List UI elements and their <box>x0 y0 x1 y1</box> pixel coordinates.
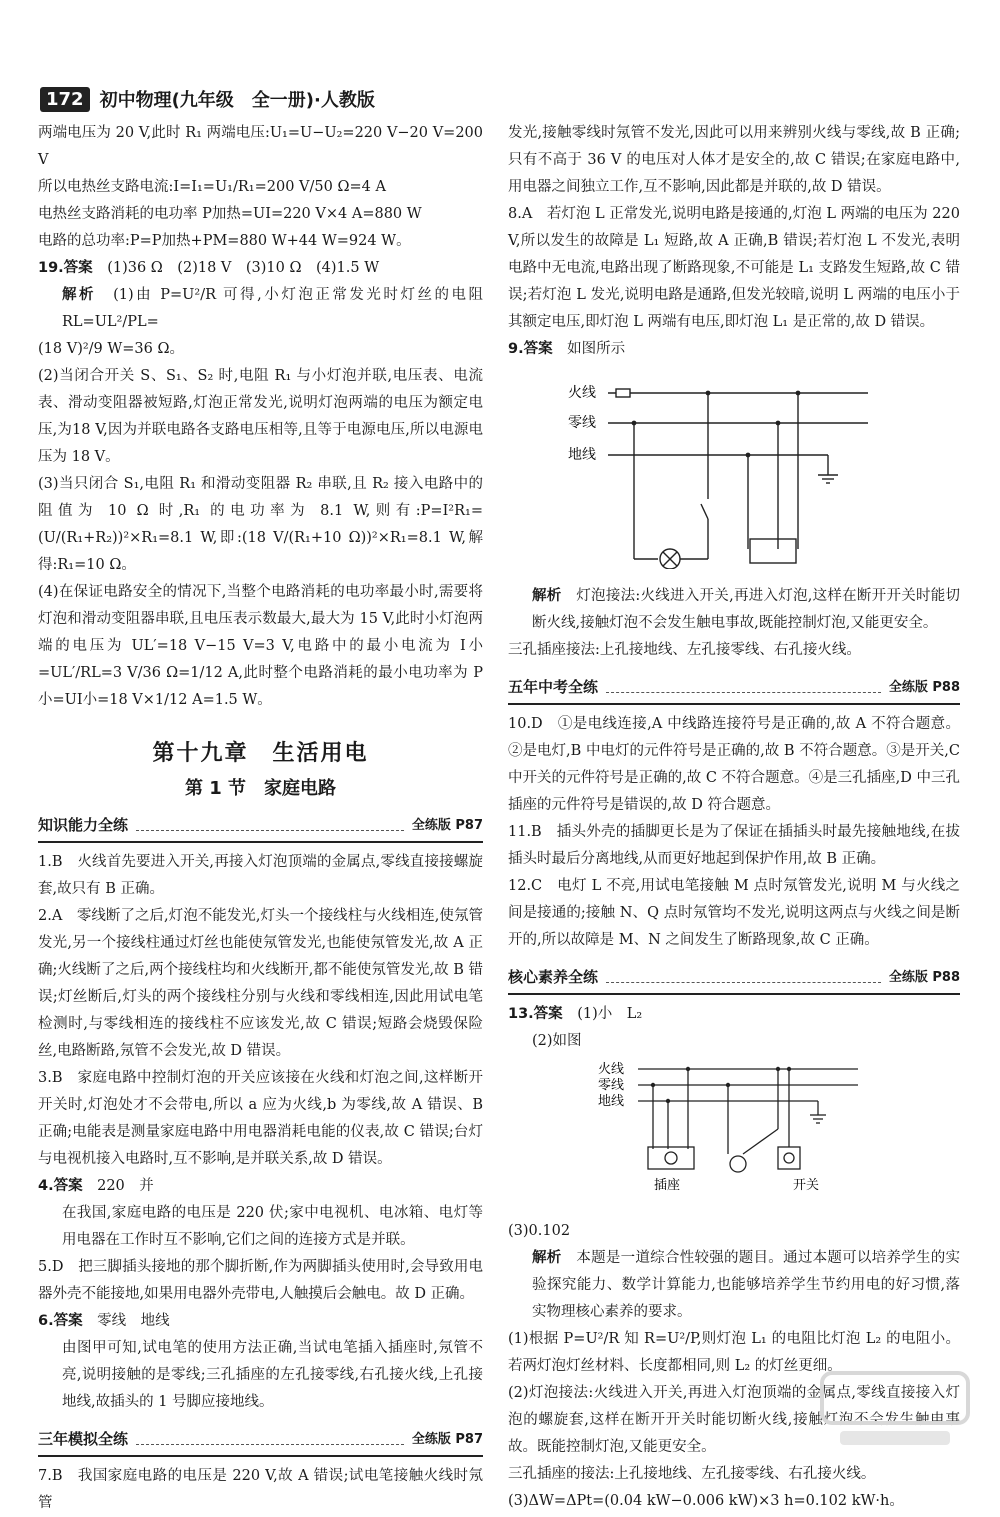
answer-item: 1.B 火线首先要进入开关,再接入灯泡顶端的金属点,零线直接接螺旋套,故只有 B 正确。 <box>38 854 483 897</box>
text-line: 两端电压为 20 V,此时 R₁ 两端电压:U₁=U−U₂=220 V−20 V=200 V <box>38 125 483 168</box>
section-header: 核心素养全练 全练版 P88 <box>508 964 960 995</box>
circuit-diagram-9 <box>568 369 888 569</box>
answer-6: 6.答案 零线 地线 <box>38 1313 170 1329</box>
live-wire-label: 火线 <box>598 1062 625 1077</box>
neutral-wire-label: 零线 <box>568 415 596 431</box>
section-header: 知识能力全练 全练版 P87 <box>38 812 483 843</box>
book-title: 初中物理(九年级 全一册)·人教版 <box>99 90 375 111</box>
paragraph: (2)当闭合开关 S、S₁、S₂ 时,电阻 R₁ 与小灯泡并联,电压表、电流表、滑动变阻器被短路,灯泡正常发光,说明灯泡两端的电压为额定电压,为18 V,因为并联电路各支路电压相等,且等于电源电压,所以电源电压为 18 V。 <box>38 368 483 465</box>
ground-wire-label: 地线 <box>598 1094 625 1109</box>
answer-19: 19.答案 (1)36 Ω (2)18 V (3)10 Ω (4)1.5 W <box>38 260 380 276</box>
section-header: 五年中考全练 全练版 P88 <box>508 674 960 705</box>
paragraph: (1)根据 P=U²/R 知 R=U²/P,则灯泡 L₁ 的电阻比灯泡 L₂ 的电阻小。若两灯泡灯丝材料、长度都相同,则 L₂ 的灯丝更细。 <box>508 1331 960 1374</box>
section-title: 第 1 节 家庭电路 <box>184 778 337 799</box>
chapter-title: 第十九章 生活用电 <box>152 741 369 766</box>
circuit-diagram-13 <box>568 1059 868 1204</box>
analysis-13: 解析 本题是一道综合性较强的题目。通过本题可以培养学生的实验探究能力、数学计算能力,也能够培养学生节约用电的好习惯,落实物理核心素养的要求。 <box>532 1250 961 1320</box>
analysis-19: 解析 (1)由 P=U²/R 可得,小灯泡正常发光时灯丝的电阻 RL=UL²/PL= <box>62 287 484 330</box>
answer-item: 11.B 插头外壳的插脚更长是为了保证在插插头时最先接触地线,在拔插头时最后分离地线,从而更好地起到保护作用,故 B 正确。 <box>508 824 960 867</box>
answer-item: 3.B 家庭电路中控制灯泡的开关应该接在火线和灯泡之间,这样断开开关时,灯泡处才不会带电,所以 a 应为火线,b 为零线,故 A 错误、B 正确;电能表是测量家庭电路中用电器消耗电能的仪表,故 C 错误;台灯与电视机接入电路时,互不影响,是并联关系,故 D 错误。 <box>38 1070 483 1167</box>
text-line: (18 V)²/9 W=36 Ω。 <box>38 341 185 357</box>
answer-item: 8.A 若灯泡 L 正常发光,说明电路是接通的,灯泡 L 两端的电压为 220 V,所以发生的故障是 L₁ 短路,故 A 正确,B 错误;若灯泡 L 不发光,表明电路中无电流,电路出现了断路现象,不可能是 L₁ 支路发生短路,故 C 错误;若灯泡 L 发光,说明电路是通路,但发光较暗,说明 L 两端的电压小于其额定电压,即灯泡 L 两端有电压,即灯泡 L₁ 是正常的,故 D 错误。 <box>508 206 960 330</box>
watermark-logo <box>820 1371 970 1451</box>
answer-item: 5.D 把三脚插头接地的那个脚折断,作为两脚插头使用时,会导致用电器外壳不能接地,如果用电器外壳带电,人触摸后会触电。故 D 正确。 <box>38 1259 483 1302</box>
text-line: 所以电热丝支路电流:I=I₁=U₁/R₁=200 V/50 Ω=4 A <box>38 179 386 195</box>
socket-label: 插座 <box>654 1178 681 1193</box>
page-header <box>40 84 375 114</box>
left-column <box>38 120 483 1517</box>
text-line: 电路的总功率:P=P加热+PM=880 W+44 W=924 W。 <box>38 233 411 249</box>
text-line: (2)如图 <box>532 1033 582 1049</box>
text-line: 三孔插座接法:上孔接地线、左孔接零线、右孔接火线。 <box>508 642 861 658</box>
paragraph: 发光,接触零线时氖管不发光,因此可以用来辨别火线与零线,故 B 正确;只有不高于 36 V 的电压对人体才是安全的,故 C 错误;在家庭电路中,用电器之间独立工作,互不影响,因此都是并联的,故 D 错误。 <box>508 125 960 195</box>
neutral-wire-label: 零线 <box>598 1078 625 1093</box>
paragraph: (4)在保证电路安全的情况下,当整个电路消耗的电功率最小时,需要将灯泡和滑动变阻器串联,且电压表示数最大,最大为 15 V,此时小灯泡两端的电压为 UL′=18 V−15 V=3 V,电路中的最小电流为 I小=UL′/RL=3 V/36 Ω=1/12 A,此时整个电路消耗的最小电功率为 P小=UI小=18 V×1/12 A=1.5 W。 <box>38 584 483 708</box>
answer-13: 13.答案 (1)小 L₂ <box>508 1006 643 1022</box>
text-line: (3)ΔW=ΔPt=(0.04 kW−0.006 kW)×3 h=0.102 kW·h。 <box>508 1493 904 1509</box>
text-line: (3)0.102 <box>508 1223 571 1239</box>
paragraph: (3)当只闭合 S₁,电阻 R₁ 和滑动变阻器 R₂ 串联,且 R₂ 接入电路中的阻值为 10 Ω 时,R₁ 的电功率为 8.1 W,则有:P=I²R₁=(U/(R₁+R₂))²×R₁=8.1 W,即:(18 V/(R₁+10 Ω))²×R₁=8.1 W,解得:R₁=10 Ω。 <box>38 476 483 573</box>
answer-item: 10.D ①是电线连接,A 中线路连接符号是正确的,故 A 不符合题意。②是电灯,B 中电灯的元件符号是正确的,故 B 不符合题意。③是开关,C 中开关的元件符号是正确的,故 C 不符合题意。④是三孔插座,D 中三孔插座的元件符号是错误的,故 D 符合题意。 <box>508 716 960 813</box>
text-line: 三孔插座的接法:上孔接地线、左孔接零线、右孔接火线。 <box>508 1466 876 1482</box>
switch-label: 开关 <box>793 1178 820 1193</box>
analysis-4: 在我国,家庭电路的电压是 220 伏;家中电视机、电冰箱、电灯等用电器在工作时互不影响,它们之间的连接方式是并联。 <box>62 1205 483 1248</box>
answer-item: 12.C 电灯 L 不亮,用试电笔接触 M 点时氖管发光,说明 M 与火线之间是接通的;接触 N、Q 点时氖管均不发光,说明这两点与火线之间是断开的,所以故障是 M、N 之间发生了断路现象,故 C 正确。 <box>508 878 960 948</box>
right-column <box>508 120 960 1515</box>
answer-9: 9.答案 如图所示 <box>508 341 626 357</box>
section-header: 三年模拟全练 全练版 P87 <box>38 1426 483 1457</box>
answer-item: 7.B 我国家庭电路的电压是 220 V,故 A 错误;试电笔接触火线时氖管 <box>38 1468 483 1511</box>
paragraph: (2)灯泡接法:火线进入开关,再进入灯泡顶端的金属点,零线直接接入灯泡的螺旋套,这样在断开开关时能切断火线,接触灯泡不会发生触电事故。既能控制灯泡,又能更安全。 <box>508 1385 960 1455</box>
text-line: 电热丝支路消耗的电功率 P加热=UI=220 V×4 A=880 W <box>38 206 422 222</box>
ground-wire-label: 地线 <box>568 447 596 463</box>
live-wire-label: 火线 <box>568 385 596 401</box>
page-number: 172 <box>40 87 90 112</box>
analysis-6: 由图甲可知,试电笔的使用方法正确,当试电笔插入插座时,氖管不亮,说明接触的是零线;三孔插座的左孔接零线,右孔接火线,上孔接地线,故插头的 1 号脚应接地线。 <box>62 1340 483 1410</box>
analysis-9: 解析 灯泡接法:火线进入开关,再进入灯泡,这样在断开开关时能切断火线,接触灯泡不会发生触电事故,既能控制灯泡,又能更安全。 <box>532 588 960 631</box>
answer-4: 4.答案 220 并 <box>38 1178 154 1194</box>
answer-item: 2.A 零线断了之后,灯泡不能发光,灯头一个接线柱与火线相连,使氖管发光,另一个接线柱通过灯丝也能使氖管发光,也能使氖管发光,故 A 正确;火线断了之后,两个接线柱均和火线断开,都不能使氖管发光,故 B 错误;灯丝断后,灯头的两个接线柱分别与火线和零线相连,因此用试电笔检测时,与零线相连的接线柱不应该发光,故 C 错误;短路会烧毁保险丝,电路断路,氖管不会发光,故 D 错误。 <box>38 908 483 1059</box>
